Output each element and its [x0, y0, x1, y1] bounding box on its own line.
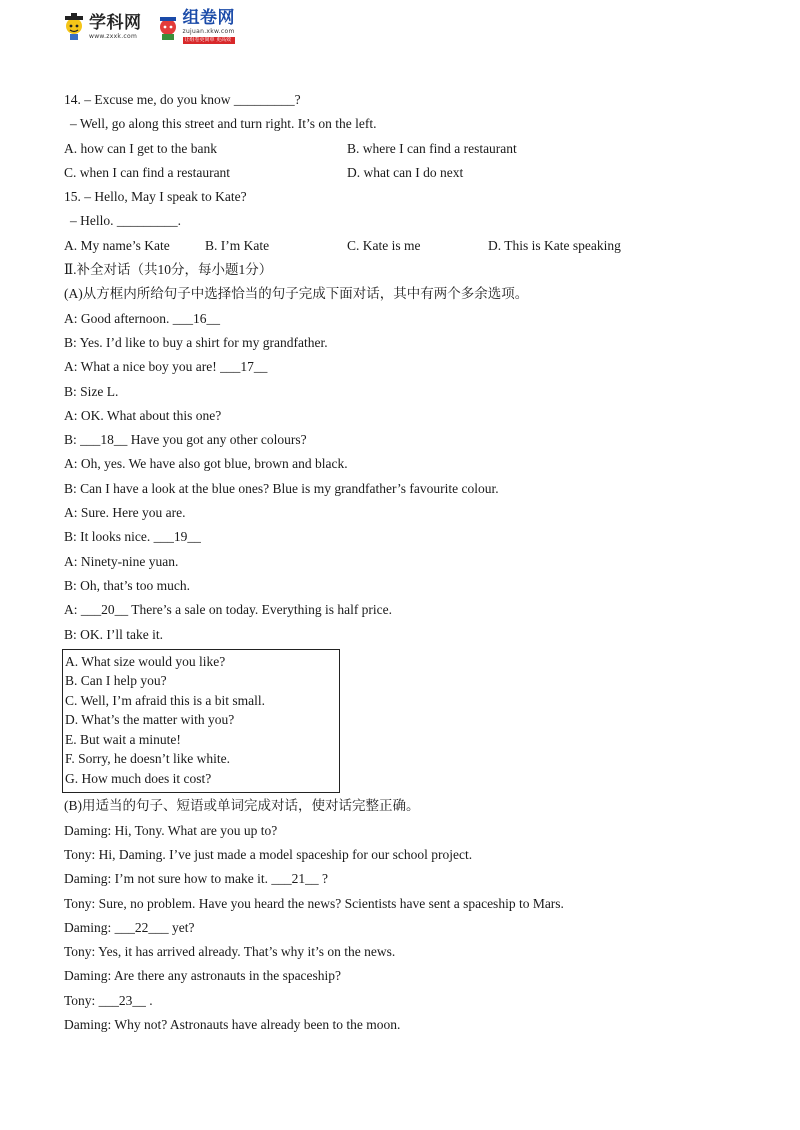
box-option: E. But wait a minute!: [65, 731, 181, 747]
dialogueA-line: B: It looks nice. ___19__: [64, 529, 201, 545]
dialogueA-line: B: Yes. I’d like to buy a shirt for my grandfather.: [64, 334, 328, 350]
dialogueA-line: A: ___20__ There’s a sale on today. Everything is half price.: [64, 602, 393, 618]
dialogueB-line: Daming: Are there any astronauts in the spaceship?: [64, 968, 342, 984]
q14-option-a[interactable]: A. how can I get to the bank: [64, 140, 217, 156]
dialogueA-line: B: Oh, that’s too much.: [64, 577, 190, 593]
zujuan-logo-tag: 让组卷更简单 更高效: [183, 37, 236, 44]
dialogueB-line: Daming: Why not? Astronauts have already been to the moon.: [64, 1017, 401, 1032]
dialogueA-line: A: What a nice boy you are! ___17__: [64, 359, 268, 375]
zxxk-mascot-icon: [62, 13, 86, 41]
dialogueB-line: Daming: I’m not sure how to make it. ___21__ ?: [64, 871, 328, 887]
box-option: B. Can I help you?: [65, 673, 167, 689]
partA-instruction: (A)从方框内所给句子中选择恰当的句子完成下面对话，其中有两个多余选项。: [64, 286, 529, 302]
zujuan-mascot-icon: [156, 13, 180, 41]
dialogueA-line: B: OK. I’ll take it.: [64, 626, 163, 642]
q14-options-row2: [64, 161, 744, 185]
dialogueA-line: A: Good afternoon. ___16__: [64, 310, 220, 326]
box-option: C. Well, I’m afraid this is a bit small.: [65, 692, 266, 708]
q14-answer: – Well, go along this street and turn right. It’s on the left.: [70, 116, 377, 132]
zujuan-logo-url: zujuan.xkw.com: [182, 28, 235, 35]
q15-options: [64, 234, 744, 258]
q15-option-b[interactable]: B. I’m Kate: [205, 237, 270, 253]
q14-options-row1: [64, 137, 744, 161]
box-option: F. Sorry, he doesn’t like white.: [65, 751, 231, 767]
dialogueB-line: Tony: Yes, it has arrived already. That’s why it’s on the news.: [64, 944, 396, 960]
dialogueA-line: A: Ninety-nine yuan.: [64, 553, 179, 569]
q15-option-a[interactable]: A. My name’s Kate: [64, 237, 170, 253]
dialogueA-line: A: Oh, yes. We have also got blue, brown and black.: [64, 456, 348, 472]
zxxk-logo[interactable]: [62, 13, 142, 41]
document-body: [64, 88, 744, 1037]
q15-option-d[interactable]: D. This is Kate speaking: [488, 237, 621, 253]
q14-option-d[interactable]: D. what can I do next: [347, 164, 464, 180]
section2-title: Ⅱ.补全对话（共10分，每小题1分）: [64, 262, 273, 278]
dialogueB-line: Daming: Hi, Tony. What are you up to?: [64, 822, 278, 838]
dialogueA-line: A: OK. What about this one?: [64, 407, 222, 423]
dialogueA-line: B: Can I have a look at the blue ones? Blue is my grandfather’s favourite colour.: [64, 480, 499, 496]
zujuan-logo[interactable]: [156, 10, 236, 44]
header: [62, 10, 235, 44]
dialogueA-line: B: Size L.: [64, 383, 119, 399]
options-box: [62, 649, 340, 794]
q14-option-c[interactable]: C. when I can find a restaurant: [64, 164, 231, 180]
box-option: D. What’s the matter with you?: [65, 712, 235, 728]
q14-option-b[interactable]: B. where I can find a restaurant: [347, 140, 517, 156]
dialogueA-line: B: ___18__ Have you got any other colours?: [64, 432, 307, 448]
dialogueB-line: Tony: ___23__ .: [64, 992, 153, 1008]
dialogueB-line: Daming: ___22___ yet?: [64, 919, 195, 935]
q14-question: 14. – Excuse me, do you know _________?: [64, 92, 301, 107]
zujuan-logo-name: 组卷网: [182, 8, 235, 28]
zxxk-logo-url: www.zxxk.com: [89, 32, 138, 40]
box-option: A. What size would you like?: [65, 653, 226, 669]
dialogueB-line: Tony: Sure, no problem. Have you heard the news? Scientists have sent a spaceship to Mars.: [64, 895, 564, 911]
q15-option-c[interactable]: C. Kate is me: [347, 237, 421, 253]
box-option: G. How much does it cost?: [65, 770, 212, 786]
dialogueB-line: Tony: Hi, Daming. I’ve just made a model spaceship for our school project.: [64, 846, 473, 862]
dialogueA-line: A: Sure. Here you are.: [64, 505, 186, 521]
q15-question: 15. – Hello, May I speak to Kate?: [64, 189, 247, 205]
partB-instruction: (B)用适当的句子、短语或单词完成对话，使对话完整正确。: [64, 798, 420, 814]
zxxk-logo-name: 学科网: [89, 12, 142, 33]
q15-answer: – Hello. _________.: [70, 213, 181, 229]
